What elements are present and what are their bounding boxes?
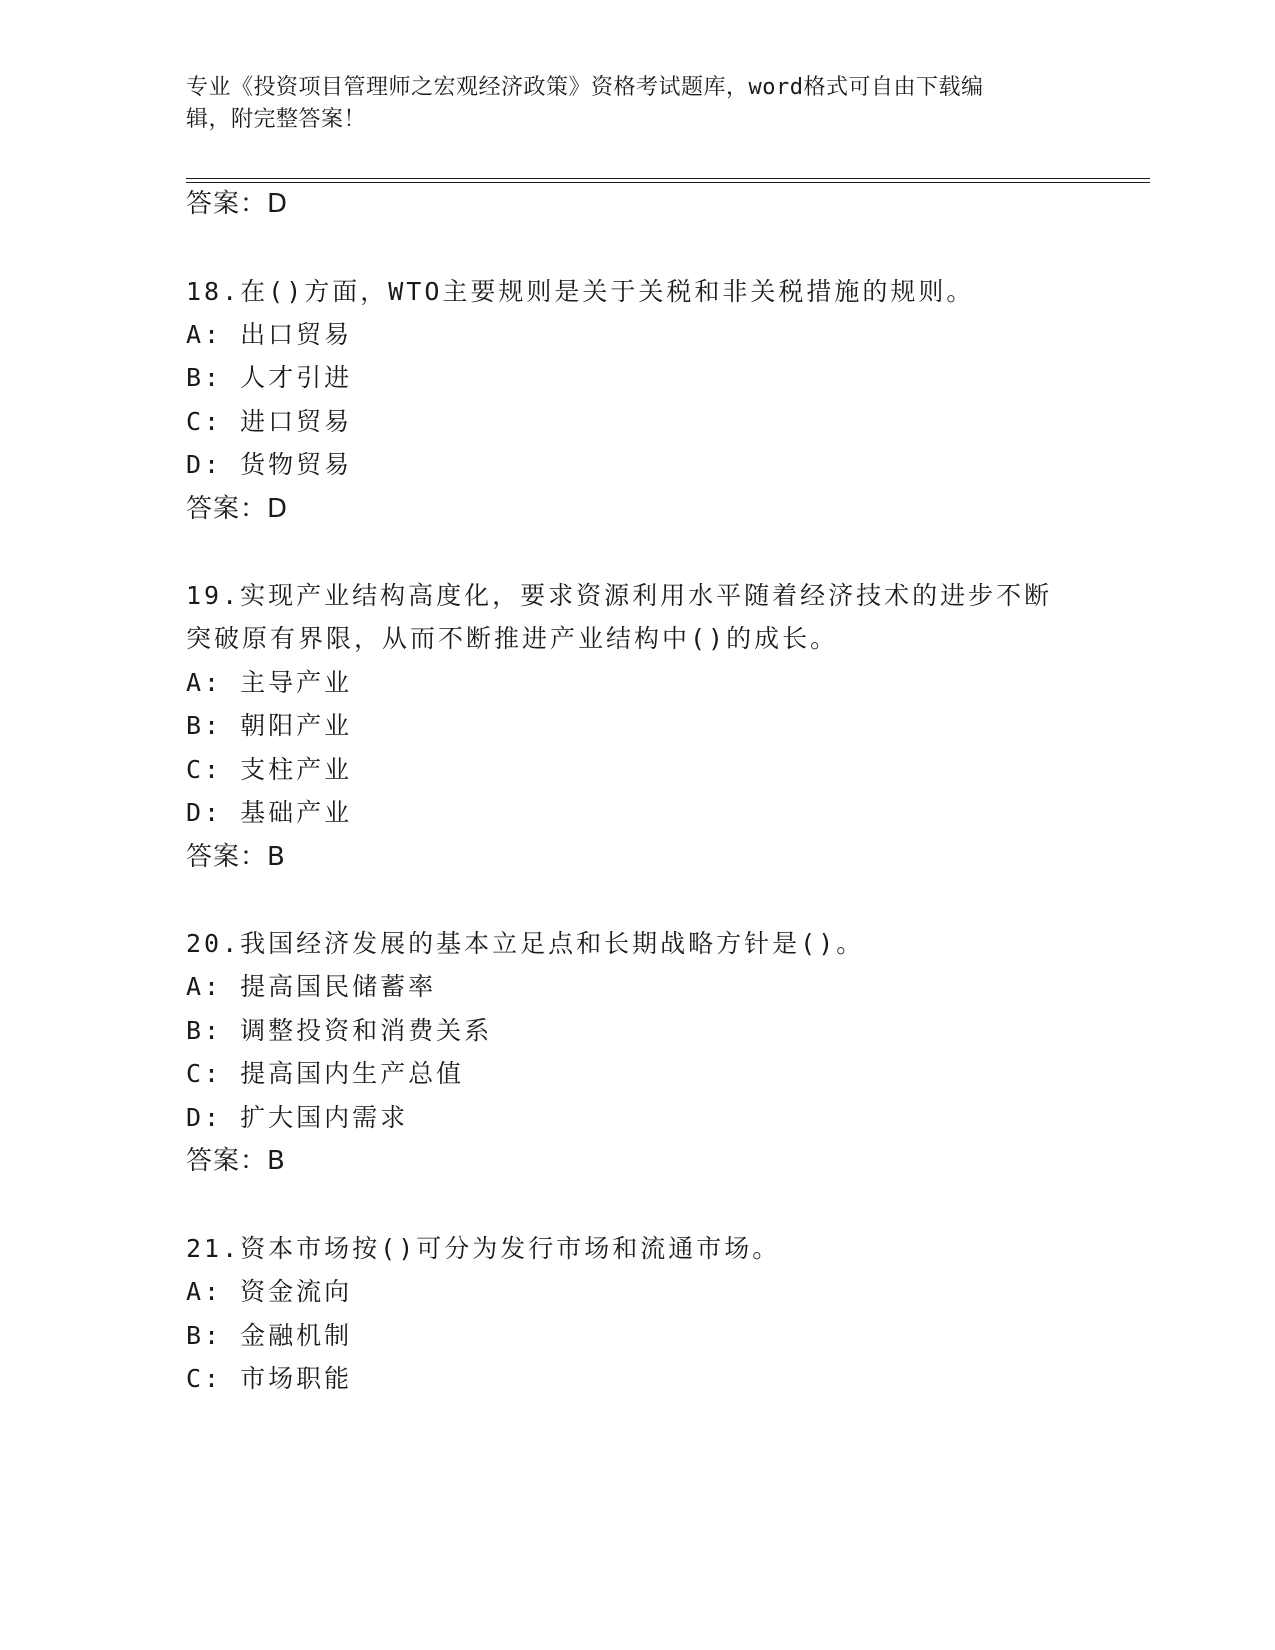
question-18-option-c: C: 进口贸易 bbox=[186, 407, 353, 436]
question-20-option-c: C: 提高国内生产总值 bbox=[186, 1059, 465, 1088]
question-21-option-b: B: 金融机制 bbox=[186, 1321, 353, 1350]
question-19-stem-line-1: 19.实现产业结构高度化，要求资源利用水平随着经济技术的进步不断 bbox=[186, 581, 1053, 610]
header-divider-bottom bbox=[186, 182, 1150, 183]
question-20-stem: 20.我国经济发展的基本立足点和长期战略方针是()。 bbox=[186, 929, 865, 958]
question-18-stem: 18.在()方面，WTO主要规则是关于关税和非关税措施的规则。 bbox=[186, 277, 975, 306]
question-20-option-a: A: 提高国民储蓄率 bbox=[186, 972, 437, 1001]
question-21-option-a: A: 资金流向 bbox=[186, 1277, 353, 1306]
question-19-option-b: B: 朝阳产业 bbox=[186, 711, 353, 740]
question-19-stem-line-2: 突破原有界限，从而不断推进产业结构中()的成长。 bbox=[186, 624, 839, 653]
document-header bbox=[186, 72, 1066, 136]
question-19-option-d: D: 基础产业 bbox=[186, 798, 353, 827]
header-line-2: 辑，附完整答案！ bbox=[186, 107, 367, 132]
question-19-option-c: C: 支柱产业 bbox=[186, 755, 353, 784]
question-18-answer: 答案：D bbox=[186, 494, 289, 524]
question-21-stem: 21.资本市场按()可分为发行市场和流通市场。 bbox=[186, 1234, 781, 1263]
question-18-option-d: D: 货物贸易 bbox=[186, 450, 353, 479]
question-21-option-c: C: 市场职能 bbox=[186, 1364, 353, 1393]
question-20-answer: 答案：B bbox=[186, 1146, 286, 1176]
question-18-option-b: B: 人才引进 bbox=[186, 363, 353, 392]
question-18-option-a: A: 出口贸易 bbox=[186, 320, 353, 349]
question-20-option-d: D: 扩大国内需求 bbox=[186, 1103, 409, 1132]
question-20-option-b: B: 调整投资和消费关系 bbox=[186, 1016, 493, 1045]
question-19-option-a: A: 主导产业 bbox=[186, 668, 353, 697]
header-divider-top bbox=[186, 178, 1150, 179]
header-line-1: 专业《投资项目管理师之宏观经济政策》资格考试题库，word格式可自由下载编 bbox=[186, 75, 984, 100]
question-19-answer: 答案：B bbox=[186, 842, 286, 872]
previous-answer: 答案：D bbox=[186, 189, 289, 219]
